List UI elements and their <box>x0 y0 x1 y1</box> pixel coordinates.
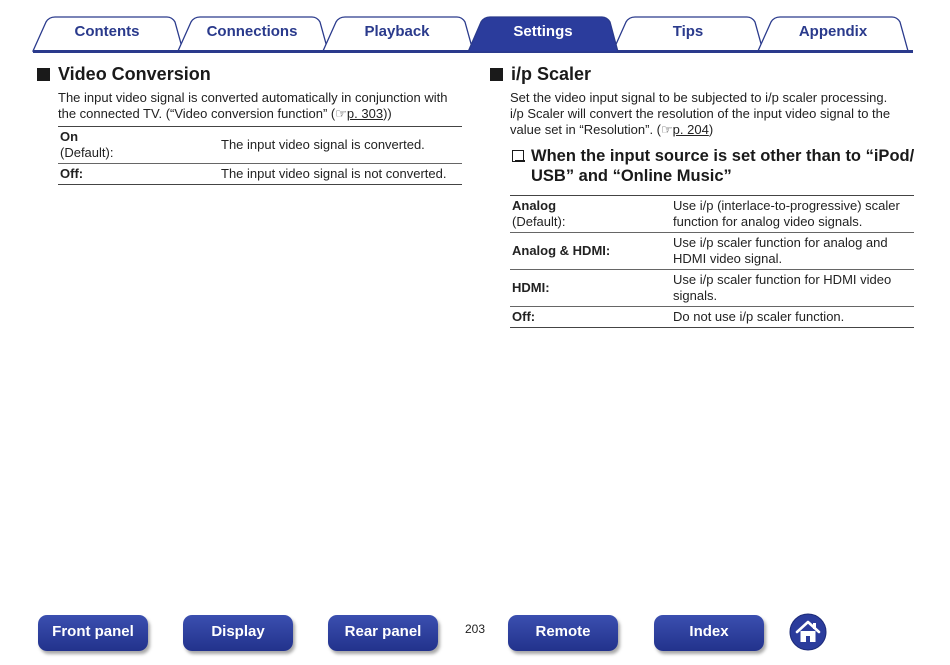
page-number: 203 <box>464 622 486 636</box>
vc-desc-text-end: )) <box>383 106 392 121</box>
reference-hand-icon: ☞ <box>335 106 347 121</box>
section-square-icon <box>490 68 503 81</box>
tab-bar <box>0 0 950 56</box>
video-conversion-heading <box>37 64 211 85</box>
video-conversion-title: Video Conversion <box>58 64 211 84</box>
tab-contents[interactable]: Contents <box>74 23 140 40</box>
reference-hand-icon: ☞ <box>661 122 673 137</box>
table-row <box>510 233 914 270</box>
remote-button[interactable]: Remote <box>508 615 618 651</box>
sub-heading-line2: USB” and “Online Music” <box>531 167 732 185</box>
option-name: Analog <box>512 198 557 213</box>
option-cell <box>58 127 219 164</box>
table-row <box>58 164 462 185</box>
tab-appendix[interactable]: Appendix <box>798 23 868 40</box>
option-desc <box>671 196 914 233</box>
ip-desc-text: value set in “Resolution”. ( <box>510 122 662 137</box>
ip-desc-line1: Set the video input signal to be subjected to i/p scaler processing. <box>510 90 888 105</box>
tab-settings[interactable]: Settings <box>513 23 573 40</box>
table-row <box>510 307 914 328</box>
option-desc-line: signals. <box>673 288 718 303</box>
video-conversion-table <box>58 126 462 185</box>
option-name: Off: <box>60 166 84 181</box>
section-square-icon <box>37 68 50 81</box>
table-row <box>58 127 462 164</box>
option-desc: The input video signal is not converted. <box>221 166 447 181</box>
ip-desc-text-end: ) <box>708 122 714 137</box>
option-desc-line: Use i/p scaler function for HDMI video <box>673 272 892 287</box>
table-row <box>510 270 914 307</box>
vc-page-link[interactable]: p. 303 <box>346 106 384 121</box>
ip-page-link[interactable]: p. 204 <box>672 122 709 137</box>
display-button[interactable]: Display <box>183 615 293 651</box>
option-desc-line: HDMI video signal. <box>673 251 783 266</box>
ip-sub-heading <box>512 146 922 186</box>
home-button[interactable] <box>789 613 827 651</box>
tab-connections[interactable]: Connections <box>206 23 298 40</box>
option-desc-line: Use i/p scaler function for analog and <box>673 235 888 250</box>
option-desc: Do not use i/p scaler function. <box>673 309 845 324</box>
option-default: (Default): <box>512 214 566 229</box>
option-desc: The input video signal is converted. <box>221 137 425 152</box>
option-desc-line: function for analog video signals. <box>673 214 863 229</box>
sub-heading-line1: When the input source is set other than to “iPod/ <box>531 147 915 165</box>
ip-scaler-title: i/p Scaler <box>511 64 592 84</box>
ip-scaler-table <box>510 195 914 328</box>
option-desc <box>671 233 914 270</box>
ip-scaler-description <box>510 90 920 138</box>
tab-playback[interactable]: Playback <box>364 23 430 40</box>
rear-panel-button[interactable]: Rear panel <box>328 615 438 651</box>
option-name: HDMI: <box>512 280 550 295</box>
index-button[interactable]: Index <box>654 615 764 651</box>
tab-tips[interactable]: Tips <box>672 23 704 40</box>
vc-desc-text: the connected TV. (“Video conversion function” ( <box>58 106 336 121</box>
ip-scaler-heading <box>490 64 591 85</box>
home-icon <box>789 613 827 651</box>
option-name: Off: <box>512 309 536 324</box>
front-panel-button[interactable]: Front panel <box>38 615 148 651</box>
option-name: Analog & HDMI: <box>512 243 611 258</box>
video-conversion-description <box>58 90 458 122</box>
table-row <box>510 196 914 233</box>
vc-desc-line2 <box>58 106 458 122</box>
vc-desc-line1: The input video signal is converted automatically in conjunction with <box>58 90 448 105</box>
option-cell <box>510 196 671 233</box>
ip-desc-line3 <box>510 122 920 138</box>
ip-desc-line2: i/p Scaler will convert the resolution of the input video signal to the <box>510 106 891 121</box>
option-default: (Default): <box>60 145 114 160</box>
option-desc <box>671 270 914 307</box>
option-desc-line: Use i/p (interlace-to-progressive) scaler <box>673 198 900 213</box>
checkbox-bullet-icon <box>512 150 524 162</box>
option-name: On <box>60 129 79 144</box>
